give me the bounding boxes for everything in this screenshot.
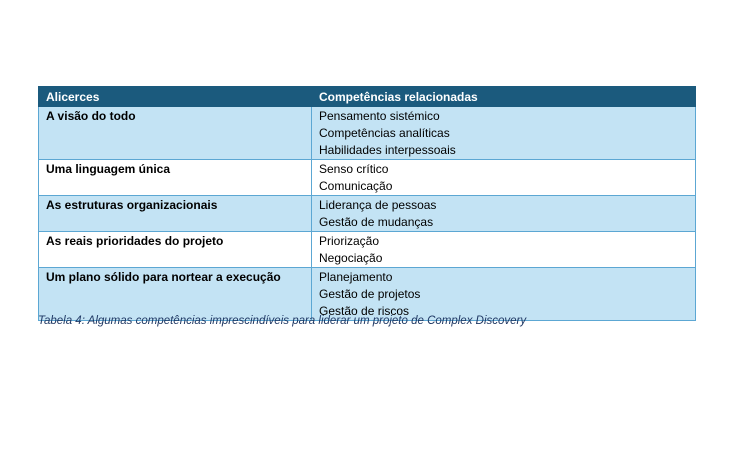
header-competencias: Competências relacionadas [312,87,696,107]
pillar-cell: Uma linguagem única [39,160,312,196]
skills-cell [312,160,696,196]
skill-item: Pensamento sistémico [319,109,440,123]
pillar-cell: A visão do todo [39,107,312,160]
table-row [39,268,696,321]
pillar-cell: As reais prioridades do projeto [39,232,312,268]
table-row [39,232,696,268]
competencies-table-container [38,86,695,321]
table-row [39,107,696,160]
skill-item: Gestão de mudanças [319,215,434,229]
skill-item: Habilidades interpessoais [319,143,456,157]
competencies-table [38,86,696,321]
skills-cell [312,232,696,268]
header-alicerces: Alicerces [39,87,312,107]
skills-cell [312,107,696,160]
table-row [39,196,696,232]
skill-item: Gestão de projetos [319,287,421,301]
skill-item: Senso crítico [319,162,389,176]
skill-item: Competências analíticas [319,126,450,140]
skills-cell [312,196,696,232]
pillar-cell: Um plano sólido para nortear a execução [39,268,312,321]
skill-item: Comunicação [319,179,393,193]
skills-cell [312,268,696,321]
skill-item: Planejamento [319,270,393,284]
skill-item: Liderança de pessoas [319,198,437,212]
skill-item: Negociação [319,251,383,265]
pillar-cell: As estruturas organizacionais [39,196,312,232]
table-row [39,160,696,196]
skill-item: Priorização [319,234,380,248]
table-caption: Tabela 4: Algumas competências imprescindíveis para liderar um projeto de Complex Discovery [38,315,527,327]
table-header-row [39,87,696,107]
skill-item: Gestão de riscos [319,304,410,318]
